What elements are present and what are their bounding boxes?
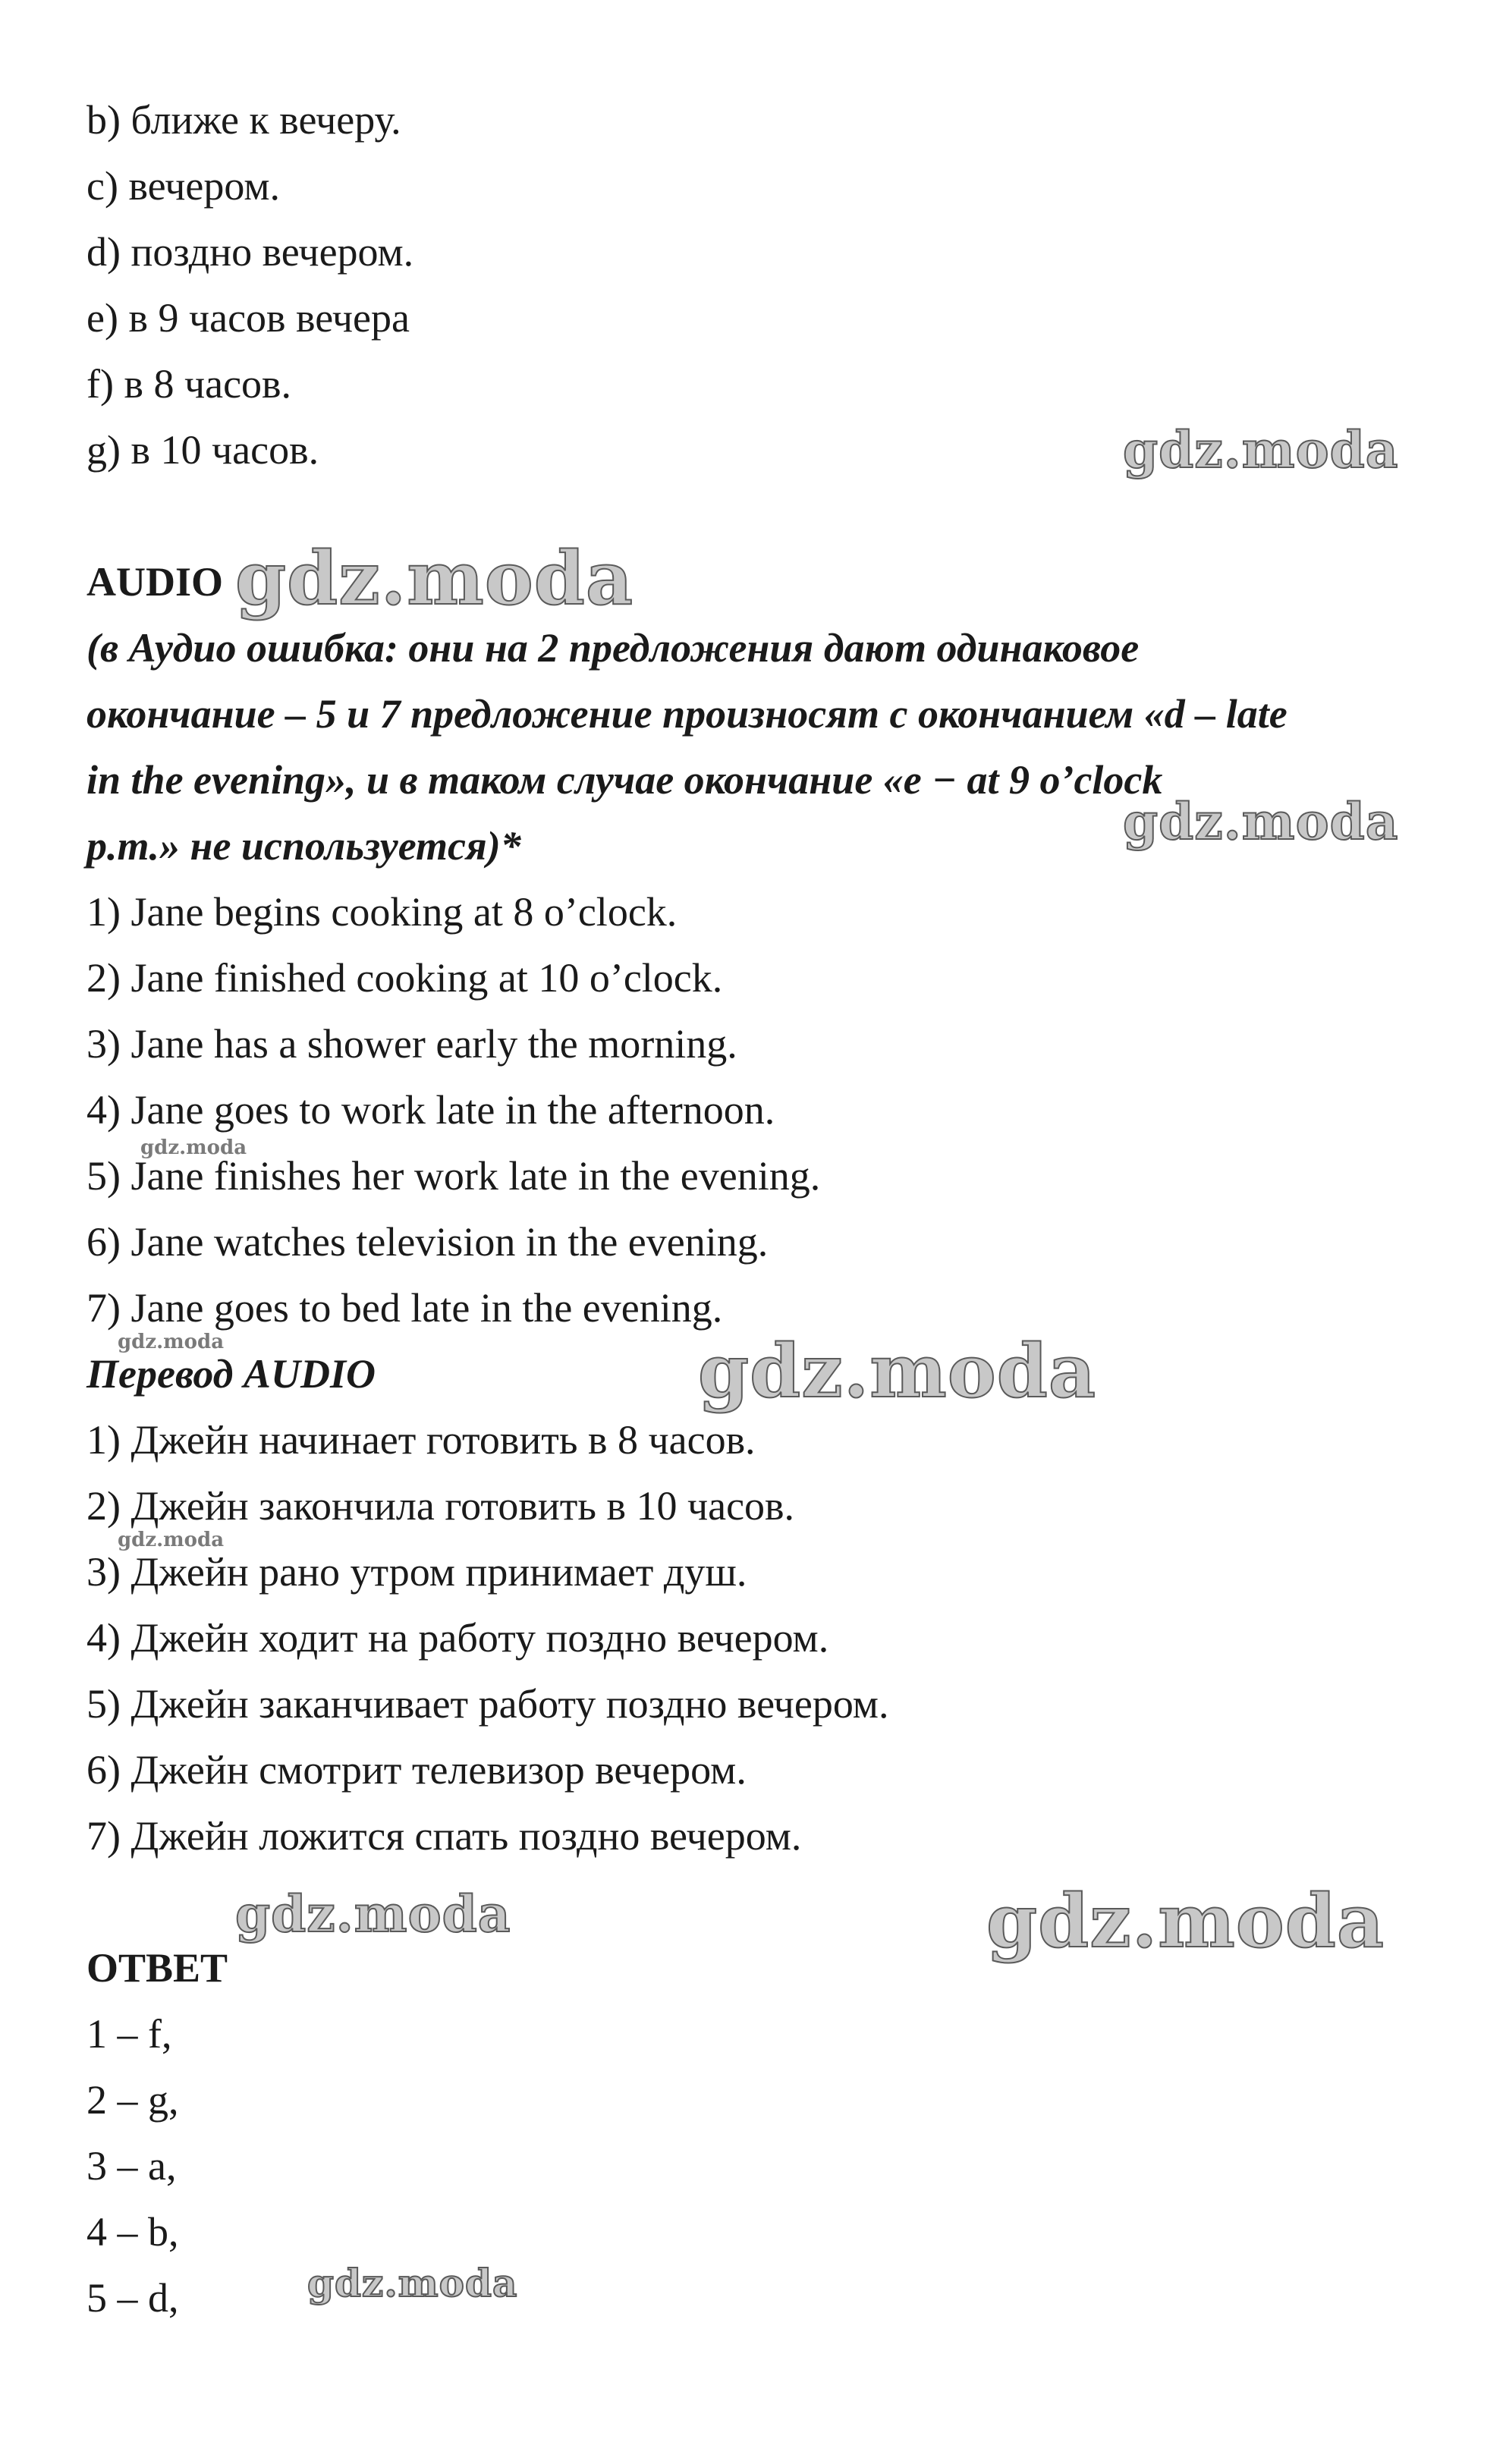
option-d: d) поздно вечером. xyxy=(86,229,414,275)
audio-sentence: 2) Jane finished cooking at 10 o’clock. xyxy=(86,955,723,1001)
watermark-logo: gdz.moda xyxy=(307,2261,518,2305)
watermark-logo: gdz.moda xyxy=(235,536,634,621)
audio-sentence: 4) Jane goes to work late in the afternoon. xyxy=(86,1087,775,1133)
audio-sentence: 7) Jane goes to bed late in the evening. xyxy=(86,1285,723,1331)
answer-item: 2 – g, xyxy=(86,2077,179,2123)
translation-sentence: 6) Джейн смотрит телевизор вечером. xyxy=(86,1747,747,1793)
answer-heading: ОТВЕТ xyxy=(86,1945,228,1991)
translation-sentence: 3) Джейн рано утром принимает душ. xyxy=(86,1549,747,1595)
answer-item: 3 – a, xyxy=(86,2143,177,2189)
audio-note-line: (в Аудио ошибка: они на 2 предложения дают одинаковое xyxy=(86,625,1140,671)
audio-note-line: in the evening», и в таком случае окончание «e − at 9 o’clock xyxy=(86,757,1163,803)
watermark-logo: gdz.moda xyxy=(235,1884,511,1944)
watermark-logo: gdz.moda xyxy=(140,1136,247,1159)
translation-sentence: 5) Джейн заканчивает работу поздно вечером. xyxy=(86,1681,889,1727)
audio-sentence: 6) Jane watches television in the evening. xyxy=(86,1219,769,1265)
watermark-logo: gdz.moda xyxy=(698,1328,1097,1414)
translation-sentence: 7) Джейн ложится спать поздно вечером. xyxy=(86,1813,802,1859)
audio-sentence: 3) Jane has a shower early the morning. xyxy=(86,1021,737,1067)
answer-item: 1 – f, xyxy=(86,2011,172,2057)
translation-sentence: 1) Джейн начинает готовить в 8 часов. xyxy=(86,1417,756,1463)
audio-note-line: p.m.» не используется)* xyxy=(86,823,521,869)
option-g: g) в 10 часов. xyxy=(86,427,319,473)
translation-sentence: 2) Джейн закончила готовить в 10 часов. xyxy=(86,1483,795,1529)
watermark-logo: gdz.moda xyxy=(1123,792,1399,851)
audio-sentence: 5) Jane finishes her work late in the evening. xyxy=(86,1153,821,1199)
option-b: b) ближе к вечеру. xyxy=(86,97,401,143)
translation-sentence: 4) Джейн ходит на работу поздно вечером. xyxy=(86,1615,829,1661)
option-e: e) в 9 часов вечера xyxy=(86,295,410,341)
watermark-logo: gdz.moda xyxy=(118,1331,225,1353)
option-c: c) вечером. xyxy=(86,163,281,209)
answer-item: 5 – d, xyxy=(86,2275,179,2321)
watermark-logo: gdz.moda xyxy=(986,1878,1385,1964)
translation-heading: Перевод AUDIO xyxy=(86,1351,376,1397)
audio-sentence: 1) Jane begins cooking at 8 o’clock. xyxy=(86,889,678,935)
watermark-logo: gdz.moda xyxy=(118,1529,225,1551)
watermark-logo: gdz.moda xyxy=(1123,420,1399,479)
audio-heading: AUDIO xyxy=(86,559,224,605)
answer-item: 4 – b, xyxy=(86,2209,179,2255)
audio-note-line: окончание – 5 и 7 предложение произносят с окончанием «d – late xyxy=(86,691,1287,737)
option-f: f) в 8 часов. xyxy=(86,361,292,407)
